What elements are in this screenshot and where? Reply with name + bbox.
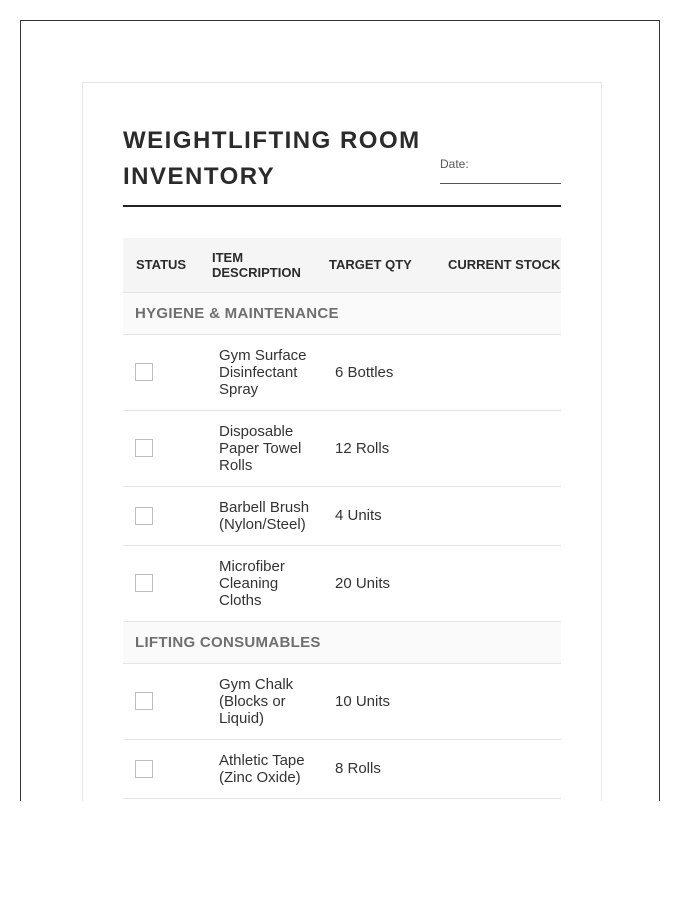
section-title: LIFTING CONSUMABLES (123, 621, 561, 663)
target-qty: 8 Rolls (323, 739, 442, 798)
column-header-status: STATUS (123, 238, 206, 292)
item-description: Disposable Paper Towel Rolls (206, 410, 323, 486)
status-cell (123, 663, 206, 739)
item-description: Microfiber Cleaning Cloths (206, 545, 323, 621)
table-row (123, 545, 561, 621)
page-title: WEIGHTLIFTING ROOM INVENTORY (123, 127, 421, 190)
column-header-target-qty: TARGET QTY (323, 238, 442, 292)
status-cell (123, 410, 206, 486)
date-label: Date: (440, 157, 469, 171)
item-description: Barbell Brush (Nylon/Steel) (206, 486, 323, 545)
section-row (123, 292, 561, 334)
status-checkbox[interactable] (135, 692, 153, 710)
date-input-line[interactable] (440, 183, 561, 184)
table-row (123, 410, 561, 486)
status-cell (123, 739, 206, 798)
target-qty: 12 Rolls (323, 410, 442, 486)
section-row (123, 621, 561, 663)
status-checkbox[interactable] (135, 760, 153, 778)
inventory-sheet (82, 82, 602, 801)
status-cell (123, 486, 206, 545)
sheet-header (123, 123, 561, 207)
target-qty: 4 Units (323, 486, 442, 545)
current-stock-cell[interactable] (442, 486, 561, 545)
status-checkbox[interactable] (135, 439, 153, 457)
item-description: Athletic Tape (Zinc Oxide) (206, 739, 323, 798)
target-qty: 6 Bottles (323, 334, 442, 410)
status-cell (123, 334, 206, 410)
column-header-item-description: ITEM DESCRIPTION (206, 238, 323, 292)
current-stock-cell[interactable] (442, 545, 561, 621)
page-frame (20, 20, 660, 801)
table-row (123, 334, 561, 410)
table-row (123, 739, 561, 798)
column-header-current-stock: CURRENT STOCK (442, 238, 561, 292)
status-checkbox[interactable] (135, 363, 153, 381)
date-field (440, 157, 561, 184)
target-qty: 10 Units (323, 663, 442, 739)
item-description: Gym Chalk (Blocks or Liquid) (206, 663, 323, 739)
table-row (123, 486, 561, 545)
current-stock-cell[interactable] (442, 739, 561, 798)
current-stock-cell[interactable] (442, 663, 561, 739)
status-cell (123, 545, 206, 621)
target-qty: 20 Units (323, 545, 442, 621)
table-row (123, 663, 561, 739)
table-header-row (123, 238, 561, 292)
item-description: Gym Surface Disinfectant Spray (206, 334, 323, 410)
section-title: HYGIENE & MAINTENANCE (123, 292, 561, 334)
current-stock-cell[interactable] (442, 410, 561, 486)
inventory-table (123, 238, 561, 799)
status-checkbox[interactable] (135, 574, 153, 592)
current-stock-cell[interactable] (442, 334, 561, 410)
status-checkbox[interactable] (135, 507, 153, 525)
